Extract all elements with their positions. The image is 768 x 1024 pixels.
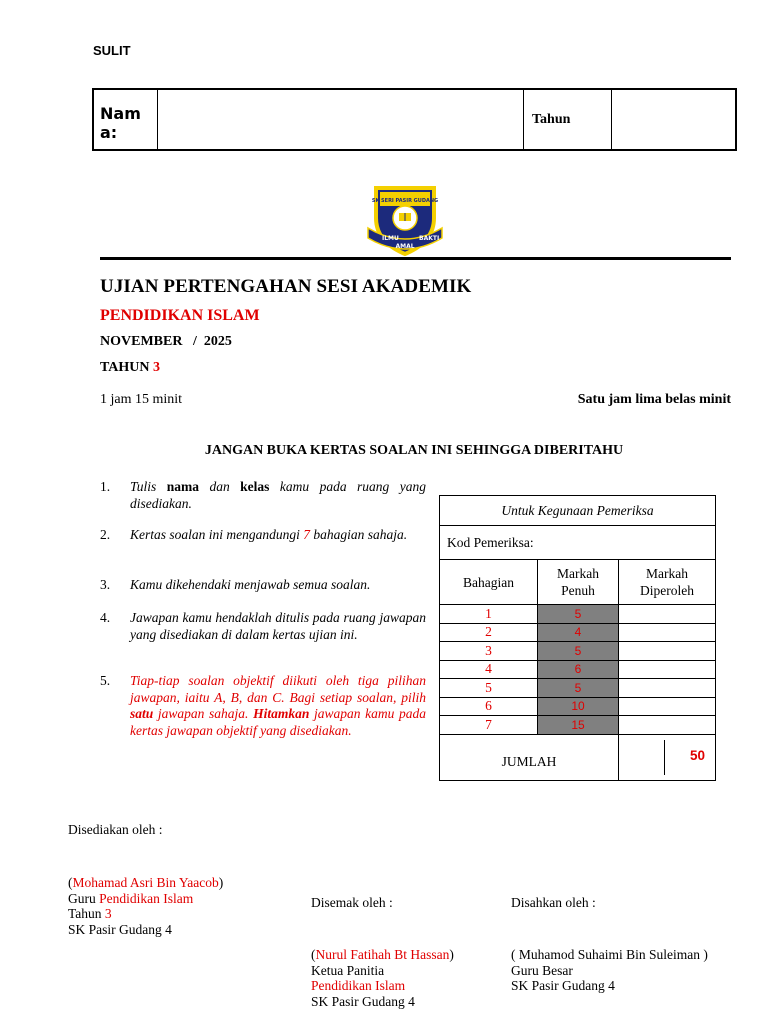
name-field[interactable]: [158, 90, 524, 149]
total-score-field[interactable]: [619, 740, 665, 775]
score-cell[interactable]: [619, 660, 716, 679]
score-cell[interactable]: [619, 642, 716, 661]
score-cell[interactable]: [619, 716, 716, 735]
total-cell: [619, 734, 716, 780]
table-row: 4 6: [440, 660, 716, 679]
examiner-code-field[interactable]: Kod Pemeriksa:: [440, 526, 716, 560]
instruction-item: [100, 673, 426, 739]
reviewer-role: Ketua Panitia: [311, 962, 385, 978]
preparer-school: SK Pasir Gudang 4: [68, 921, 172, 937]
reviewer-subject: Pendidikan Islam: [311, 978, 406, 993]
instruction-text: Jawapan kamu hendaklah ditulis pada ruang jawapan yang disediakan di dalam kertas ujian ini.: [130, 610, 426, 642]
preparer-block: [68, 875, 223, 937]
col-markah-diperoleh: Markah Diperoleh: [619, 560, 716, 605]
name-label: Nam a:: [94, 90, 158, 149]
exam-year: [100, 360, 160, 376]
crest-ribbon-mid: AMAL: [395, 243, 415, 250]
instruction-number: 1.: [100, 479, 111, 494]
instruction-text: Kamu dikehendaki menjawab semua soalan.: [130, 577, 371, 592]
reviewed-by-label: Disemak oleh :: [311, 895, 393, 910]
preparer-year: Tahun 3: [68, 906, 112, 921]
score-cell[interactable]: [619, 697, 716, 716]
approver-name: ( Muhamod Suhaimi Bin Suleiman ): [511, 947, 708, 962]
header-divider: [100, 257, 731, 260]
reviewer-block: [311, 947, 454, 1009]
table-row: 2 4: [440, 623, 716, 642]
crest-ribbon-left: ILMU: [382, 235, 399, 242]
instruction-item: [100, 479, 426, 512]
preparer-role: Guru Pendidikan Islam: [68, 890, 194, 906]
table-row: 6 10: [440, 697, 716, 716]
crest-top-text: SK SERI PASIR GUDANG: [371, 198, 439, 204]
approved-by-label: Disahkan oleh :: [511, 895, 596, 910]
examiner-table: [439, 495, 716, 781]
exam-warning: JANGAN BUKA KERTAS SOALAN INI SEHINGGA DIBERITAHU: [204, 443, 624, 458]
instruction-item: [100, 610, 426, 643]
table-row: 5 5: [440, 679, 716, 698]
approver-role: Guru Besar: [511, 962, 573, 978]
instruction-number: 4.: [100, 610, 111, 625]
table-row: 7 15: [440, 716, 716, 735]
year-prefix: TAHUN: [100, 360, 150, 375]
instruction-item: [100, 527, 426, 544]
instruction-number: 5.: [100, 673, 111, 688]
instruction-item: [100, 577, 426, 594]
score-cell[interactable]: [619, 605, 716, 624]
total-value: 50: [689, 747, 705, 763]
exam-subject: PENDIDIKAN ISLAM: [100, 307, 260, 324]
year-label: Tahun: [524, 90, 612, 149]
exam-title: UJIAN PERTENGAHAN SESI AKADEMIK: [100, 276, 472, 297]
name-year-table: [92, 88, 737, 151]
preparer-name: (Mohamad Asri Bin Yaacob): [68, 875, 224, 890]
table-row: 1 5: [440, 605, 716, 624]
security-label: SULIT: [93, 43, 131, 58]
approver-block: [511, 947, 708, 994]
instruction-number: 3.: [100, 577, 111, 592]
school-crest-logo: [366, 184, 444, 260]
col-bahagian: Bahagian: [440, 560, 538, 605]
score-cell[interactable]: [619, 623, 716, 642]
exam-date: NOVEMBER / 2025: [100, 334, 232, 349]
total-label: JUMLAH: [440, 734, 619, 780]
instruction-text: Tiap-tiap soalan objektif diikuti oleh tiga pilihan jawapan, iaitu A, B, dan C. Bagi setiap soalan, pilih satu jawapan sahaja. Hitamkan jawapan kamu pada kertas jawapan objektif yang disediakan.: [130, 673, 427, 738]
approver-school: SK Pasir Gudang 4: [511, 978, 615, 993]
instruction-text: Kertas soalan ini mengandungi 7 bahagian sahaja.: [130, 527, 408, 542]
year-field[interactable]: [612, 90, 735, 149]
exam-duration: 1 jam 15 minit: [100, 392, 183, 407]
instruction-number: 2.: [100, 527, 111, 542]
col-markah-penuh: Markah Penuh: [538, 560, 619, 605]
crest-ribbon-right: BAKTI: [419, 235, 440, 242]
reviewer-name: (Nurul Fatihah Bt Hassan): [311, 947, 454, 962]
exam-duration-words: Satu jam lima belas minit: [577, 392, 731, 407]
reviewer-school: SK Pasir Gudang 4: [311, 993, 415, 1009]
year-number: 3: [153, 360, 161, 375]
prepared-by-label: Disediakan oleh :: [68, 822, 163, 837]
table-row: 3 5: [440, 642, 716, 661]
instruction-text: Tulis nama dan kelas kamu pada ruang yang disediakan.: [130, 479, 426, 511]
score-cell[interactable]: [619, 679, 716, 698]
examiner-table-header: Untuk Kegunaan Pemeriksa: [440, 496, 716, 526]
